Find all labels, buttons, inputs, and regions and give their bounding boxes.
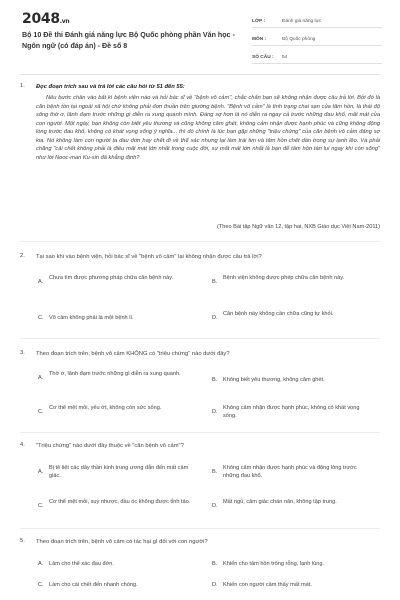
- option-text: Khiến con người cảm thấy mất mát.: [223, 582, 312, 588]
- document-title: Bộ 10 Đề thi Đánh giá năng lực Bộ Quốc phòng phần Văn học - Ngôn ngữ (có đáp án) - Đề số 8: [22, 31, 235, 50]
- question-number: 4.: [20, 442, 25, 448]
- logo-sub: .vn: [59, 18, 70, 25]
- question-prompt: Theo đoạn trích trên, bệnh vô cảm có tác hại gì đối với con người?: [36, 539, 208, 545]
- meta-row-subject: [252, 28, 382, 46]
- passage-text: Nếu bước chân vào bất kì bệnh viện nào và hỏi bác sĩ về "bệnh vô cảm", chắc chắn bạn sẽ không nhận được câu trả lời. Bởi đó là căn bệnh tồn tại ngoài xã hội chứ không phải đơn thuần trên giường bệnh. "Bệnh vô cảm" là tình trạng chai sạn của tâm hồn, là thái độ sống thờ ơ, lãnh đạm trước những gì diễn ra xung quanh mình. Đáng sợ hơn là nó diễn ra ngay cả trước những đau khổ, mất mát của con người. Một ngày, bạn không còn biết yêu thương và cũng không căm ghét, không cảm nhận được hạnh phúc và cũng không động lòng trước đau khổ, không có khát vọng sống ý nghĩa... thì đó chính là lúc bạn gặp những "triệu chứng" của căn bệnh vô cảm đáng sợ kia. Nó không làm con người ta đau đớn hay chết đi về thể xác nhưng lại làm trái tim và tâm hồn chết dần trong sự lạnh lẽo. Và phải chăng "cái chết không phải là điều mất mát lớn nhất trong cuộc đời, sự mất mát lớn nhất là bạn để tâm hồn tàn lụi ngay khi còn sống" như lời Nooc-man Ku-sin đã khẳng định?: [36, 95, 380, 161]
- option-letter: D.: [212, 315, 218, 321]
- option-letter: B.: [212, 279, 218, 285]
- meta-value: Đánh giá năng lực: [282, 19, 322, 24]
- question-separator: [20, 528, 380, 529]
- passage-source: (Theo Bài tập Ngữ văn 12, tập hai, NXB Giáo dục Việt Nam-2011): [216, 224, 380, 230]
- option-letter: A.: [38, 375, 44, 381]
- question-separator: [20, 241, 380, 242]
- option-letter: B.: [212, 377, 218, 383]
- option-letter: B.: [212, 469, 218, 475]
- option-letter: A.: [38, 561, 44, 567]
- site-logo[interactable]: [22, 11, 69, 27]
- option-letter: D.: [212, 409, 218, 415]
- meta-row-class: [252, 10, 382, 28]
- question-separator: [20, 432, 380, 433]
- option-text: Khiến cho tâm hồn trống rỗng, lạnh lùng.: [223, 561, 325, 567]
- meta-label: LỚP :: [252, 19, 266, 24]
- question-number: 2.: [20, 253, 25, 259]
- option-text: Làm cho thể xác đau đớn.: [49, 561, 114, 567]
- question-prompt: Tại sao khi vào bệnh viện, hỏi bác sĩ về "bệnh vô cảm" lại không nhận được câu trả lời?: [36, 254, 262, 260]
- meta-label: SỐ CÂU :: [252, 55, 274, 60]
- option-letter: D.: [212, 503, 218, 509]
- option-text: Không biết yêu thương, không căm ghét.: [223, 377, 325, 383]
- option-text: Không cảm nhận được hạnh phúc, không có khát vọng sống.: [223, 405, 360, 420]
- meta-value: 54: [282, 55, 288, 60]
- meta-label: MÔN :: [252, 37, 267, 42]
- header-divider: [20, 74, 380, 75]
- question-prompt: "Triệu chứng" nào dưới đây thuộc về "căn bệnh vô cảm"?: [36, 443, 184, 449]
- meta-row-count: [252, 46, 382, 64]
- option-text: Thờ ơ, lãnh đạm trước những gì diễn ra xung quanh.: [49, 371, 181, 377]
- question-prompt: Đọc đoạn trích sau và trả lời các câu hỏi từ 51 đến 55:: [36, 84, 185, 90]
- option-letter: B.: [212, 561, 218, 567]
- question-separator: [20, 338, 380, 339]
- header: [0, 0, 400, 68]
- option-text: Không cảm nhận được hạnh phúc và động lòng trước những đau khổ.: [223, 465, 357, 480]
- option-text: Cơ thể mệt mỏi, suy nhược, đầu óc không được tỉnh táo.: [49, 499, 191, 505]
- option-letter: C.: [38, 315, 44, 321]
- question-number: 3.: [20, 350, 25, 356]
- option-text: Vô cảm không phải là một bệnh lí.: [49, 315, 134, 321]
- option-text: Làm cho cái chết đến nhanh chóng.: [49, 582, 138, 588]
- option-letter: A.: [38, 469, 44, 475]
- question-number: 1.: [20, 83, 25, 89]
- logo-main: 2048: [22, 11, 60, 27]
- option-letter: D.: [212, 582, 218, 588]
- option-text: Bệnh viện không được phép chữa căn bệnh này.: [223, 275, 345, 281]
- reading-passage: [36, 94, 380, 162]
- exam-meta: [252, 10, 382, 64]
- option-letter: C.: [38, 582, 44, 588]
- question-prompt: Theo đoạn trích trên, bệnh vô cảm KHÔNG có "triệu chứng" nào dưới đây?: [36, 351, 230, 357]
- option-text: Bị tê liệt các dây thần kinh trung ương dẫn đến mất cảm giác.: [49, 465, 189, 480]
- option-text: Cơ thể mệt mỏi, yếu ớt, không còn sức sống.: [49, 405, 162, 411]
- option-letter: A.: [38, 279, 44, 285]
- question-number: 5.: [20, 538, 25, 544]
- option-text: Căn bệnh này không cần chữa cũng tự khỏi.: [223, 311, 334, 317]
- option-text: Mất ngủ, cảm giác chán nản, không tập trung.: [223, 499, 337, 505]
- option-letter: C.: [38, 503, 44, 509]
- option-letter: C.: [38, 409, 44, 415]
- meta-value: Bộ Quốc phòng: [282, 37, 316, 42]
- option-text: Chưa tìm được phương pháp chữa căn bệnh này.: [49, 275, 174, 281]
